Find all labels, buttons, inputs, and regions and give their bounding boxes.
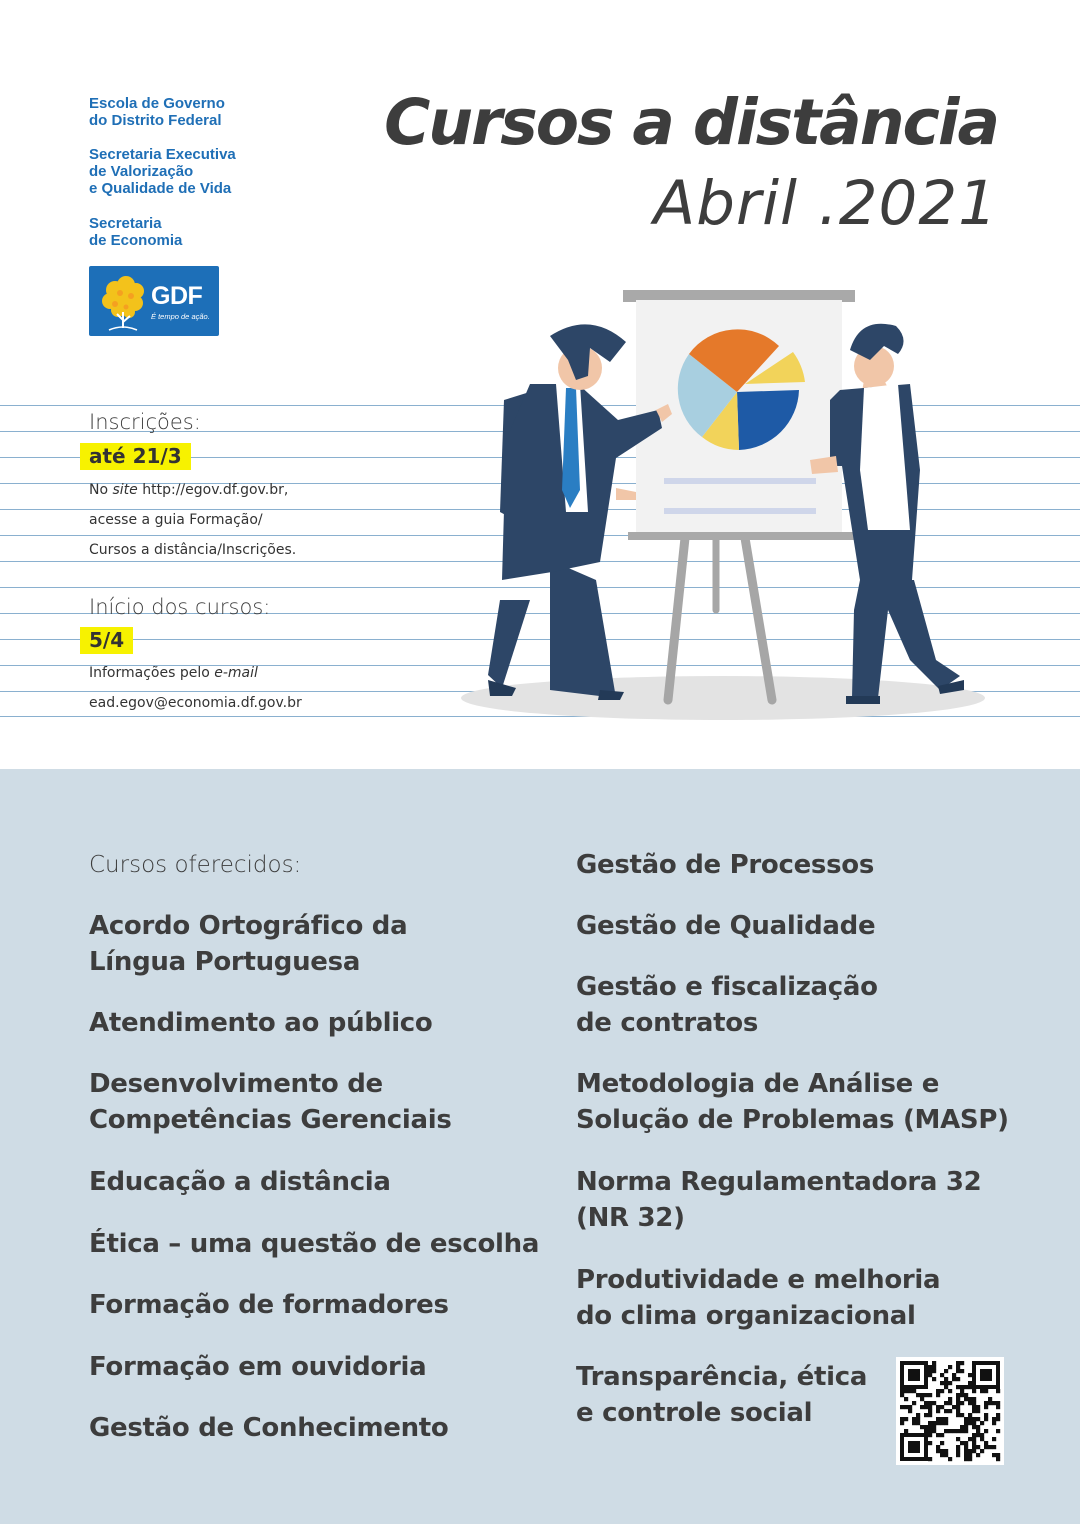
course-item (89, 1349, 426, 1385)
course-line: Competências Gerenciais (89, 1105, 452, 1135)
inscricoes-site-word: site (112, 482, 138, 498)
course-line: Formação de formadores (89, 1290, 449, 1320)
page-title: Cursos a distância (384, 86, 998, 159)
page-subtitle: Abril .2021 (653, 168, 998, 239)
course-line: Gestão de Qualidade (576, 911, 876, 941)
course-line: Solução de Problemas (MASP) (576, 1105, 1009, 1135)
course-line: do clima organizacional (576, 1301, 916, 1331)
gdf-logo-text: GDF (151, 282, 203, 310)
course-item (576, 847, 874, 883)
course-item (89, 1164, 391, 1200)
course-item (89, 1005, 433, 1041)
course-line: Formação em ouvidoria (89, 1352, 427, 1382)
org-secretaria-executiva (89, 146, 236, 197)
course-item (89, 1226, 539, 1262)
course-line: Ética – uma questão de escolha (89, 1229, 540, 1259)
course-line: e controle social (576, 1398, 813, 1428)
course-item (576, 969, 878, 1041)
course-line: Gestão de Conhecimento (89, 1413, 449, 1443)
course-line: Metodologia de Análise e (576, 1069, 940, 1099)
course-item (89, 908, 407, 980)
contato-line (89, 665, 258, 681)
org-line: de Economia (89, 232, 183, 249)
gdf-logo (89, 266, 219, 336)
org-secretaria-economia (89, 215, 182, 249)
org-line: Escola de Governo (89, 95, 225, 112)
inscricoes-date: até 21/3 (80, 443, 191, 470)
inscricoes-site-prefix: No (89, 482, 113, 498)
course-item (576, 1359, 867, 1431)
course-item (576, 908, 875, 944)
course-line: Gestão e fiscalização (576, 972, 878, 1002)
qr-code-icon (896, 1357, 1004, 1465)
gdf-logo-slogan: É tempo de ação. (151, 312, 210, 321)
course-item (576, 1164, 981, 1236)
inicio-date: 5/4 (80, 627, 133, 654)
inscricoes-label: Inscrições: (89, 410, 201, 434)
course-line: de contratos (576, 1008, 759, 1038)
course-line: Língua Portuguesa (89, 947, 361, 977)
inscricoes-line-3: Cursos a distância/Inscrições. (89, 542, 297, 558)
org-line: e Qualidade de Vida (89, 180, 232, 197)
inscricoes-site-line (89, 482, 288, 498)
inscricoes-line-2: acesse a guia Formação/ (89, 512, 263, 528)
course-item (576, 1066, 1009, 1138)
contato-prefix: Informações pelo (89, 665, 215, 681)
inscricoes-site-url: http://egov.df.gov.br, (137, 482, 289, 498)
org-line: de Valorização (89, 163, 194, 180)
presentation-illustration (440, 280, 1000, 725)
inicio-label: Início dos cursos: (89, 595, 271, 619)
course-item (89, 1410, 448, 1446)
course-line: Atendimento ao público (89, 1008, 433, 1038)
course-item (89, 1066, 452, 1138)
course-line: Desenvolvimento de (89, 1069, 383, 1099)
gdf-tree-icon (93, 268, 153, 334)
course-line: Acordo Ortográfico da (89, 911, 408, 941)
org-line: do Distrito Federal (89, 112, 222, 129)
contato-email: ead.egov@economia.df.gov.br (89, 695, 302, 711)
course-line: Transparência, ética (576, 1362, 868, 1392)
course-line: (NR 32) (576, 1203, 685, 1233)
course-line: Produtividade e melhoria (576, 1265, 941, 1295)
org-line: Secretaria (89, 215, 162, 232)
course-item (89, 1287, 449, 1323)
course-line: Gestão de Processos (576, 850, 875, 880)
course-line: Educação a distância (89, 1167, 391, 1197)
org-escola-de-governo (89, 95, 225, 129)
contato-word: e-mail (214, 665, 258, 681)
qr-code[interactable] (896, 1357, 1004, 1465)
courses-heading: Cursos oferecidos: (89, 852, 302, 878)
course-line: Norma Regulamentadora 32 (576, 1167, 982, 1197)
course-item (576, 1262, 940, 1334)
org-line: Secretaria Executiva (89, 146, 236, 163)
